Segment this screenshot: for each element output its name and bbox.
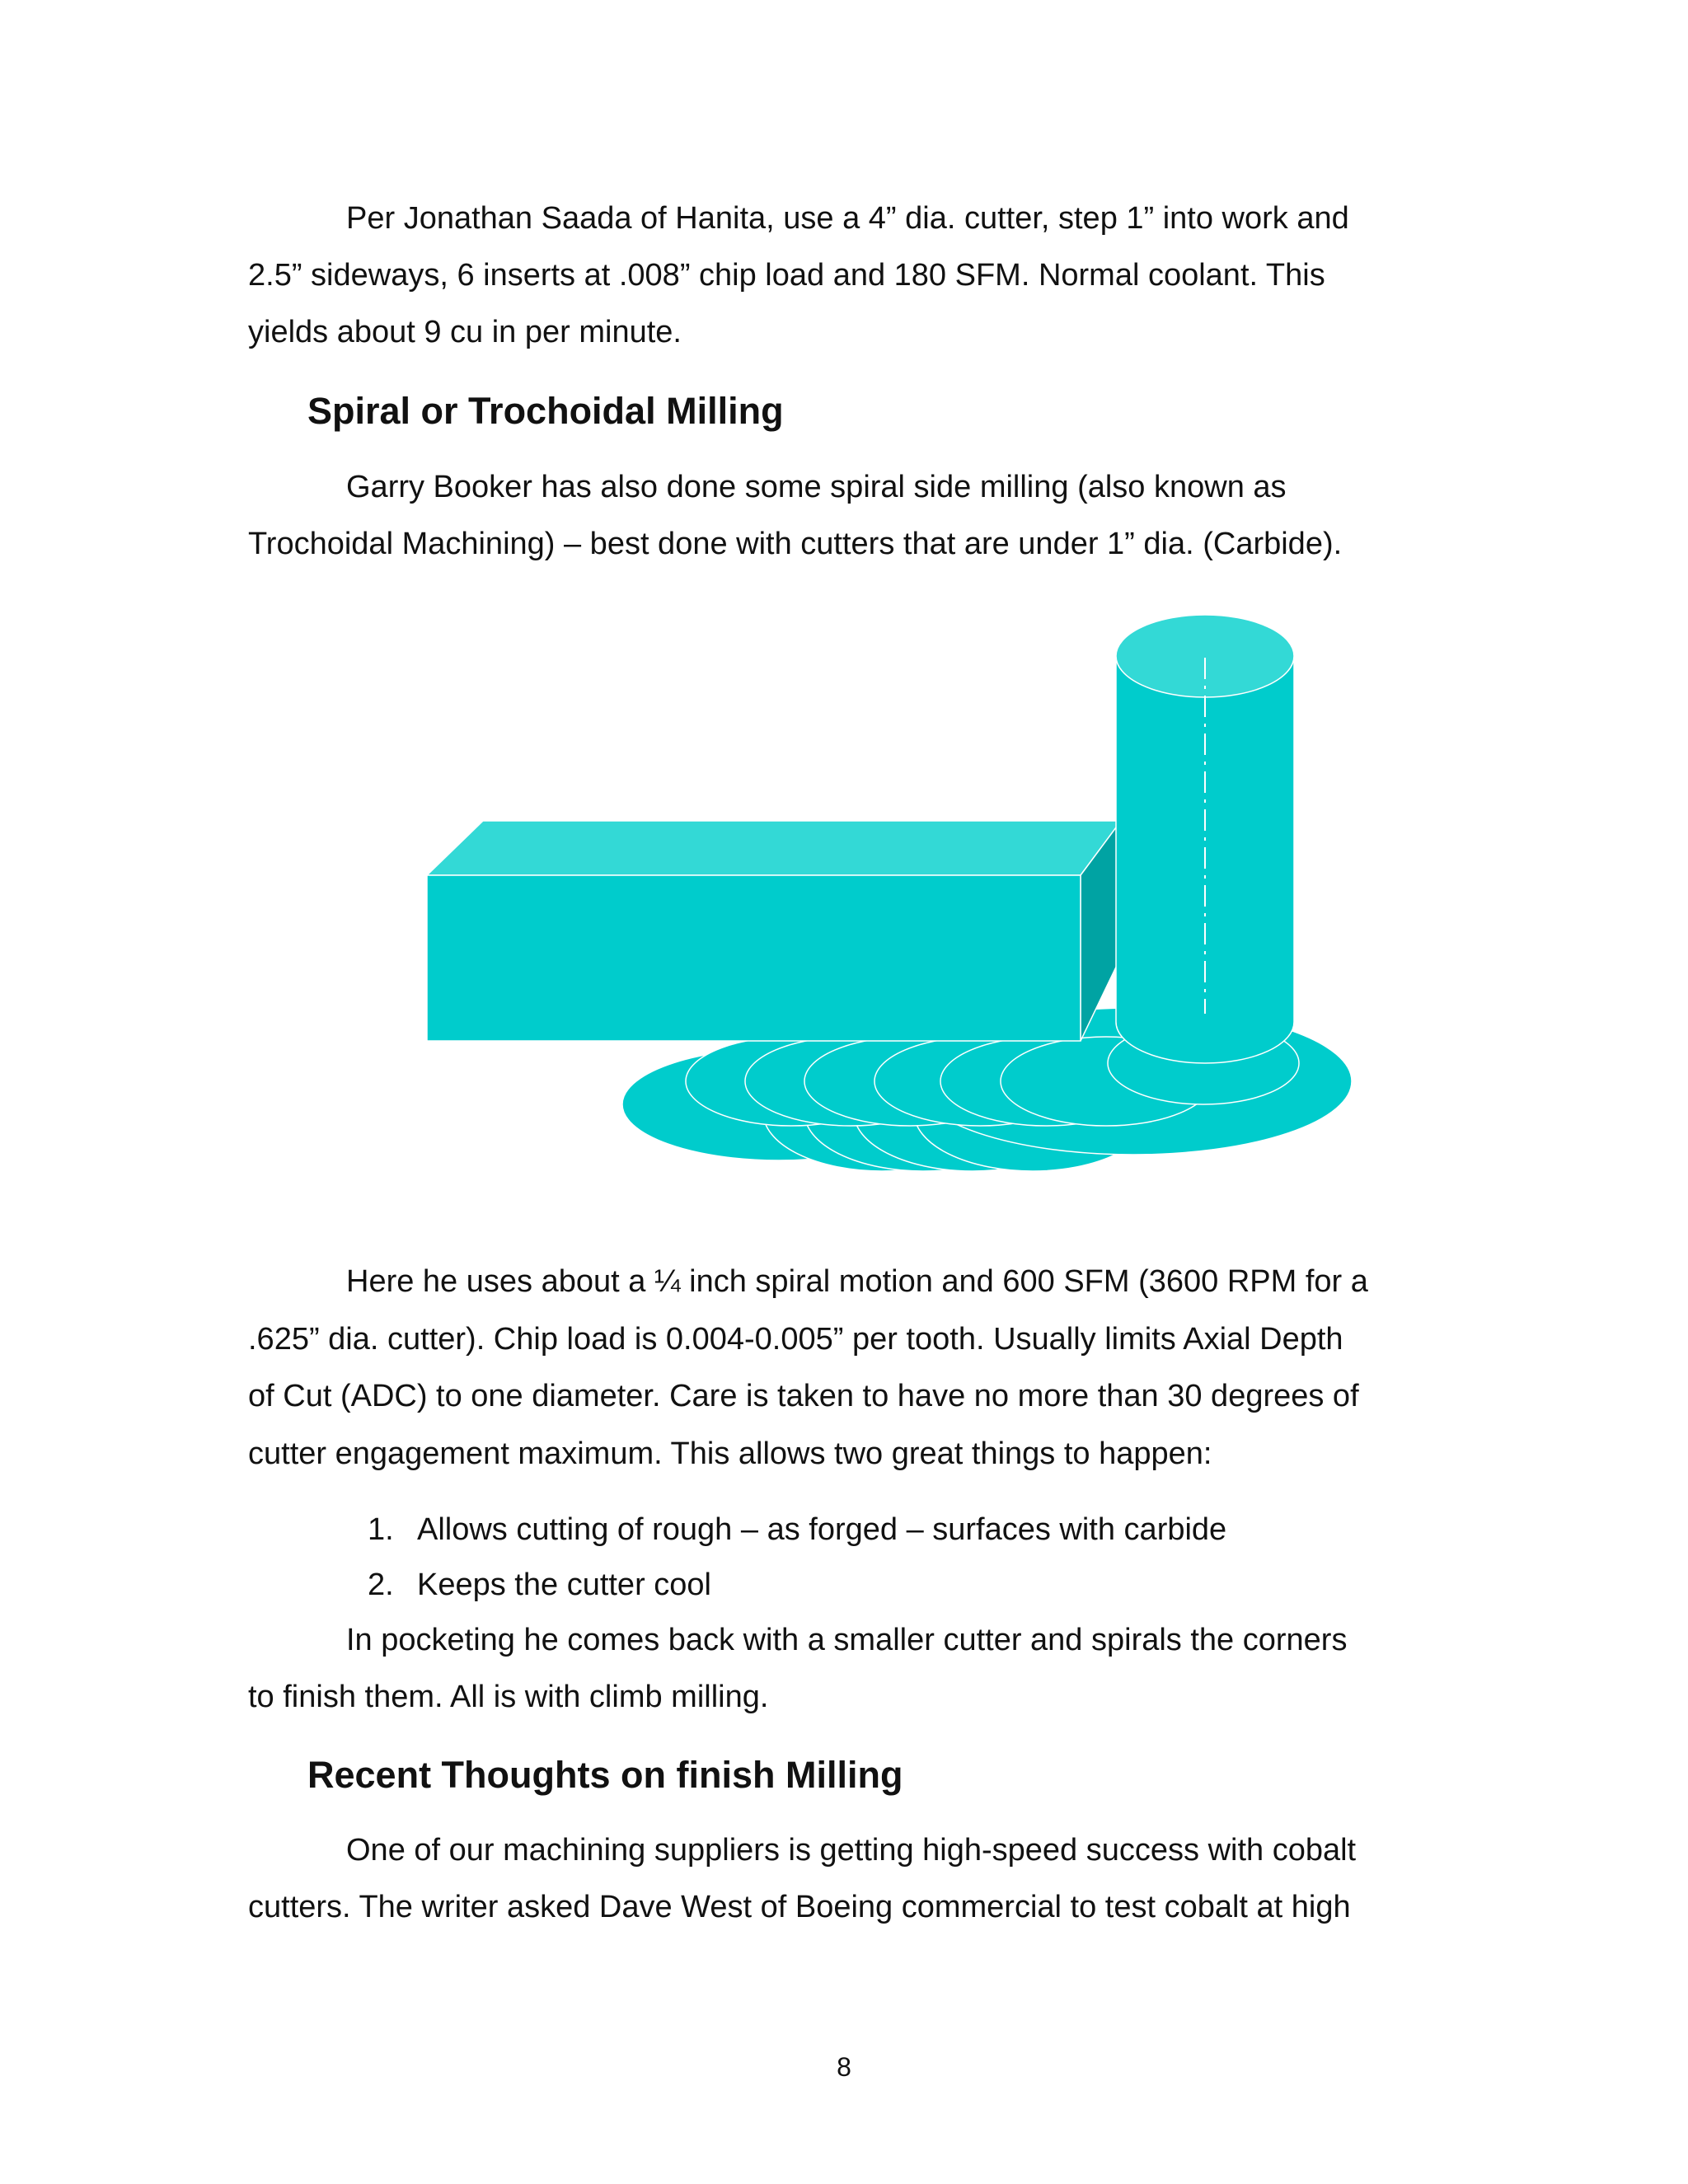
- list-item-number: 2.: [368, 1568, 394, 1602]
- finish-para1-line-2: cutters. The writer asked Dave West of Boeing commercial to test cobalt at high: [248, 1890, 1351, 1924]
- section-heading-finish-milling: Recent Thoughts on finish Milling: [307, 1754, 903, 1796]
- intro-line-1: Per Jonathan Saada of Hanita, use a 4” dia. cutter, step 1” into work and: [346, 201, 1349, 236]
- trochoidal-milling-figure: [396, 585, 1360, 1212]
- spiral-para1-line-2: Trochoidal Machining) – best done with cutters that are under 1” dia. (Carbide).: [248, 527, 1343, 561]
- spiral-para3-line-2: to finish them. All is with climb milling.: [248, 1680, 769, 1714]
- spiral-para1-line-1: Garry Booker has also done some spiral side milling (also known as: [346, 470, 1287, 504]
- spiral-para3-line-1: In pocketing he comes back with a smaller cutter and spirals the corners: [346, 1623, 1348, 1657]
- finish-para1-line-1: One of our machining suppliers is getting high-speed success with cobalt: [346, 1833, 1357, 1868]
- list-item-text: Keeps the cutter cool: [417, 1568, 711, 1602]
- cutter-cylinder: [1116, 615, 1294, 1063]
- intro-line-2: 2.5” sideways, 6 inserts at .008” chip load and 180 SFM. Normal coolant. This: [248, 258, 1325, 293]
- spiral-para2-line-4: cutter engagement maximum. This allows two great things to happen:: [248, 1436, 1212, 1471]
- list-item-text: Allows cutting of rough – as forged – surfaces with carbide: [417, 1512, 1227, 1547]
- list-item-number: 1.: [368, 1512, 394, 1547]
- spiral-para2-line-3: of Cut (ADC) to one diameter. Care is taken to have no more than 30 degrees of: [248, 1379, 1359, 1413]
- intro-line-3: yields about 9 cu in per minute.: [248, 315, 682, 349]
- page-number: 8: [837, 2052, 851, 2082]
- section-heading-spiral-milling: Spiral or Trochoidal Milling: [307, 390, 784, 432]
- spiral-para2-line-2: .625” dia. cutter). Chip load is 0.004-0.005” per tooth. Usually limits Axial Depth: [248, 1322, 1343, 1357]
- workpiece-block: [427, 821, 1121, 1041]
- spiral-para2-line-1: Here he uses about a ¼ inch spiral motion and 600 SFM (3600 RPM for a: [346, 1264, 1368, 1299]
